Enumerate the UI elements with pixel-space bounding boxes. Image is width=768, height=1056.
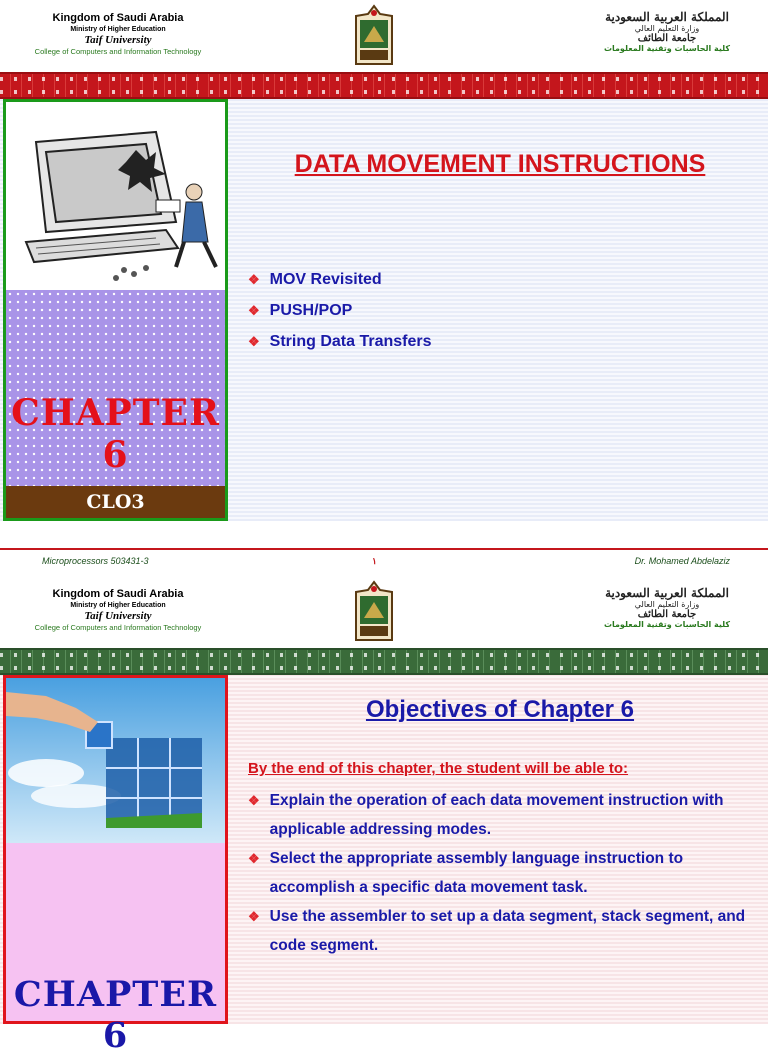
header-english	[28, 588, 208, 632]
header-ministry-ar: وزارة التعليم العالي	[634, 24, 700, 33]
header-university-ar: جامعة الطائف	[637, 609, 697, 620]
header-kingdom-ar: المملكة العربية السعودية	[605, 586, 729, 600]
footer-page-number: ١	[372, 556, 377, 566]
hand-cubes-illustration-icon	[6, 678, 225, 843]
footer-author: Dr. Mohamed Abdelaziz	[634, 556, 730, 566]
decorative-band	[0, 648, 768, 675]
chapter-heading: CHAPTER 6	[11, 392, 220, 476]
slide-footer	[0, 548, 768, 576]
header-ministry: Ministry of Higher Education	[70, 602, 166, 609]
header-kingdom-ar: المملكة العربية السعودية	[605, 10, 729, 24]
header-college: College of Computers and Information Technology	[34, 623, 202, 632]
university-logo-icon	[346, 580, 402, 644]
header-university-ar: جامعة الطائف	[637, 33, 697, 44]
diamond-bullet-icon: ❖	[248, 793, 260, 808]
header-arabic	[592, 10, 742, 53]
diamond-bullet-icon: ❖	[248, 271, 260, 287]
list-item: ❖ MOV Revisited	[248, 270, 382, 288]
chapter-panel	[3, 675, 228, 1056]
slide-title: Objectives of Chapter 6	[365, 696, 635, 723]
slide-title: DATA MOVEMENT INSTRUCTIONS	[294, 150, 706, 178]
header-university: Taif University	[84, 610, 152, 622]
list-item: ❖ PUSH/POP	[248, 301, 353, 319]
diamond-bullet-icon: ❖	[248, 909, 260, 924]
diamond-bullet-icon: ❖	[248, 302, 260, 318]
header-university: Taif University	[84, 34, 152, 46]
diamond-bullet-icon: ❖	[248, 333, 260, 349]
university-logo-icon	[346, 4, 402, 68]
list-item: ❖ Use the assembler to set up a data segment, stack segment, and code segment.	[248, 902, 760, 960]
list-item: ❖ Select the appropriate assembly language instruction to accomplish a specific data movement task.	[248, 844, 760, 902]
header-ministry: Ministry of Higher Education	[70, 26, 166, 33]
header-college-ar: كلية الحاسبات وتقنية المعلومات	[603, 620, 731, 629]
clo-label: CLO3	[6, 486, 225, 518]
header-college-ar: كلية الحاسبات وتقنية المعلومات	[603, 44, 731, 53]
chapter-panel	[3, 99, 228, 521]
list-item: ❖ Explain the operation of each data movement instruction with applicable addressing modes.	[248, 786, 760, 844]
slide-header	[0, 576, 768, 648]
header-kingdom: Kingdom of Saudi Arabia	[52, 588, 184, 600]
header-ministry-ar: وزارة التعليم العالي	[634, 600, 700, 609]
computer-illustration-icon	[6, 102, 225, 290]
decorative-band	[0, 72, 768, 99]
header-college: College of Computers and Information Technology	[34, 47, 202, 56]
slide-header	[0, 0, 768, 72]
slide-2	[0, 576, 768, 1056]
diamond-bullet-icon: ❖	[248, 851, 260, 866]
list-item: ❖ String Data Transfers	[248, 332, 432, 350]
objectives-list	[248, 786, 760, 960]
header-english	[28, 12, 208, 56]
header-arabic	[592, 586, 742, 629]
objectives-intro: By the end of this chapter, the student will be able to:	[248, 760, 629, 777]
chapter-heading: CHAPTER 6	[13, 974, 218, 1056]
footer-course: Microprocessors 503431-3	[42, 556, 149, 566]
topic-list	[248, 264, 431, 357]
header-kingdom: Kingdom of Saudi Arabia	[52, 12, 184, 24]
